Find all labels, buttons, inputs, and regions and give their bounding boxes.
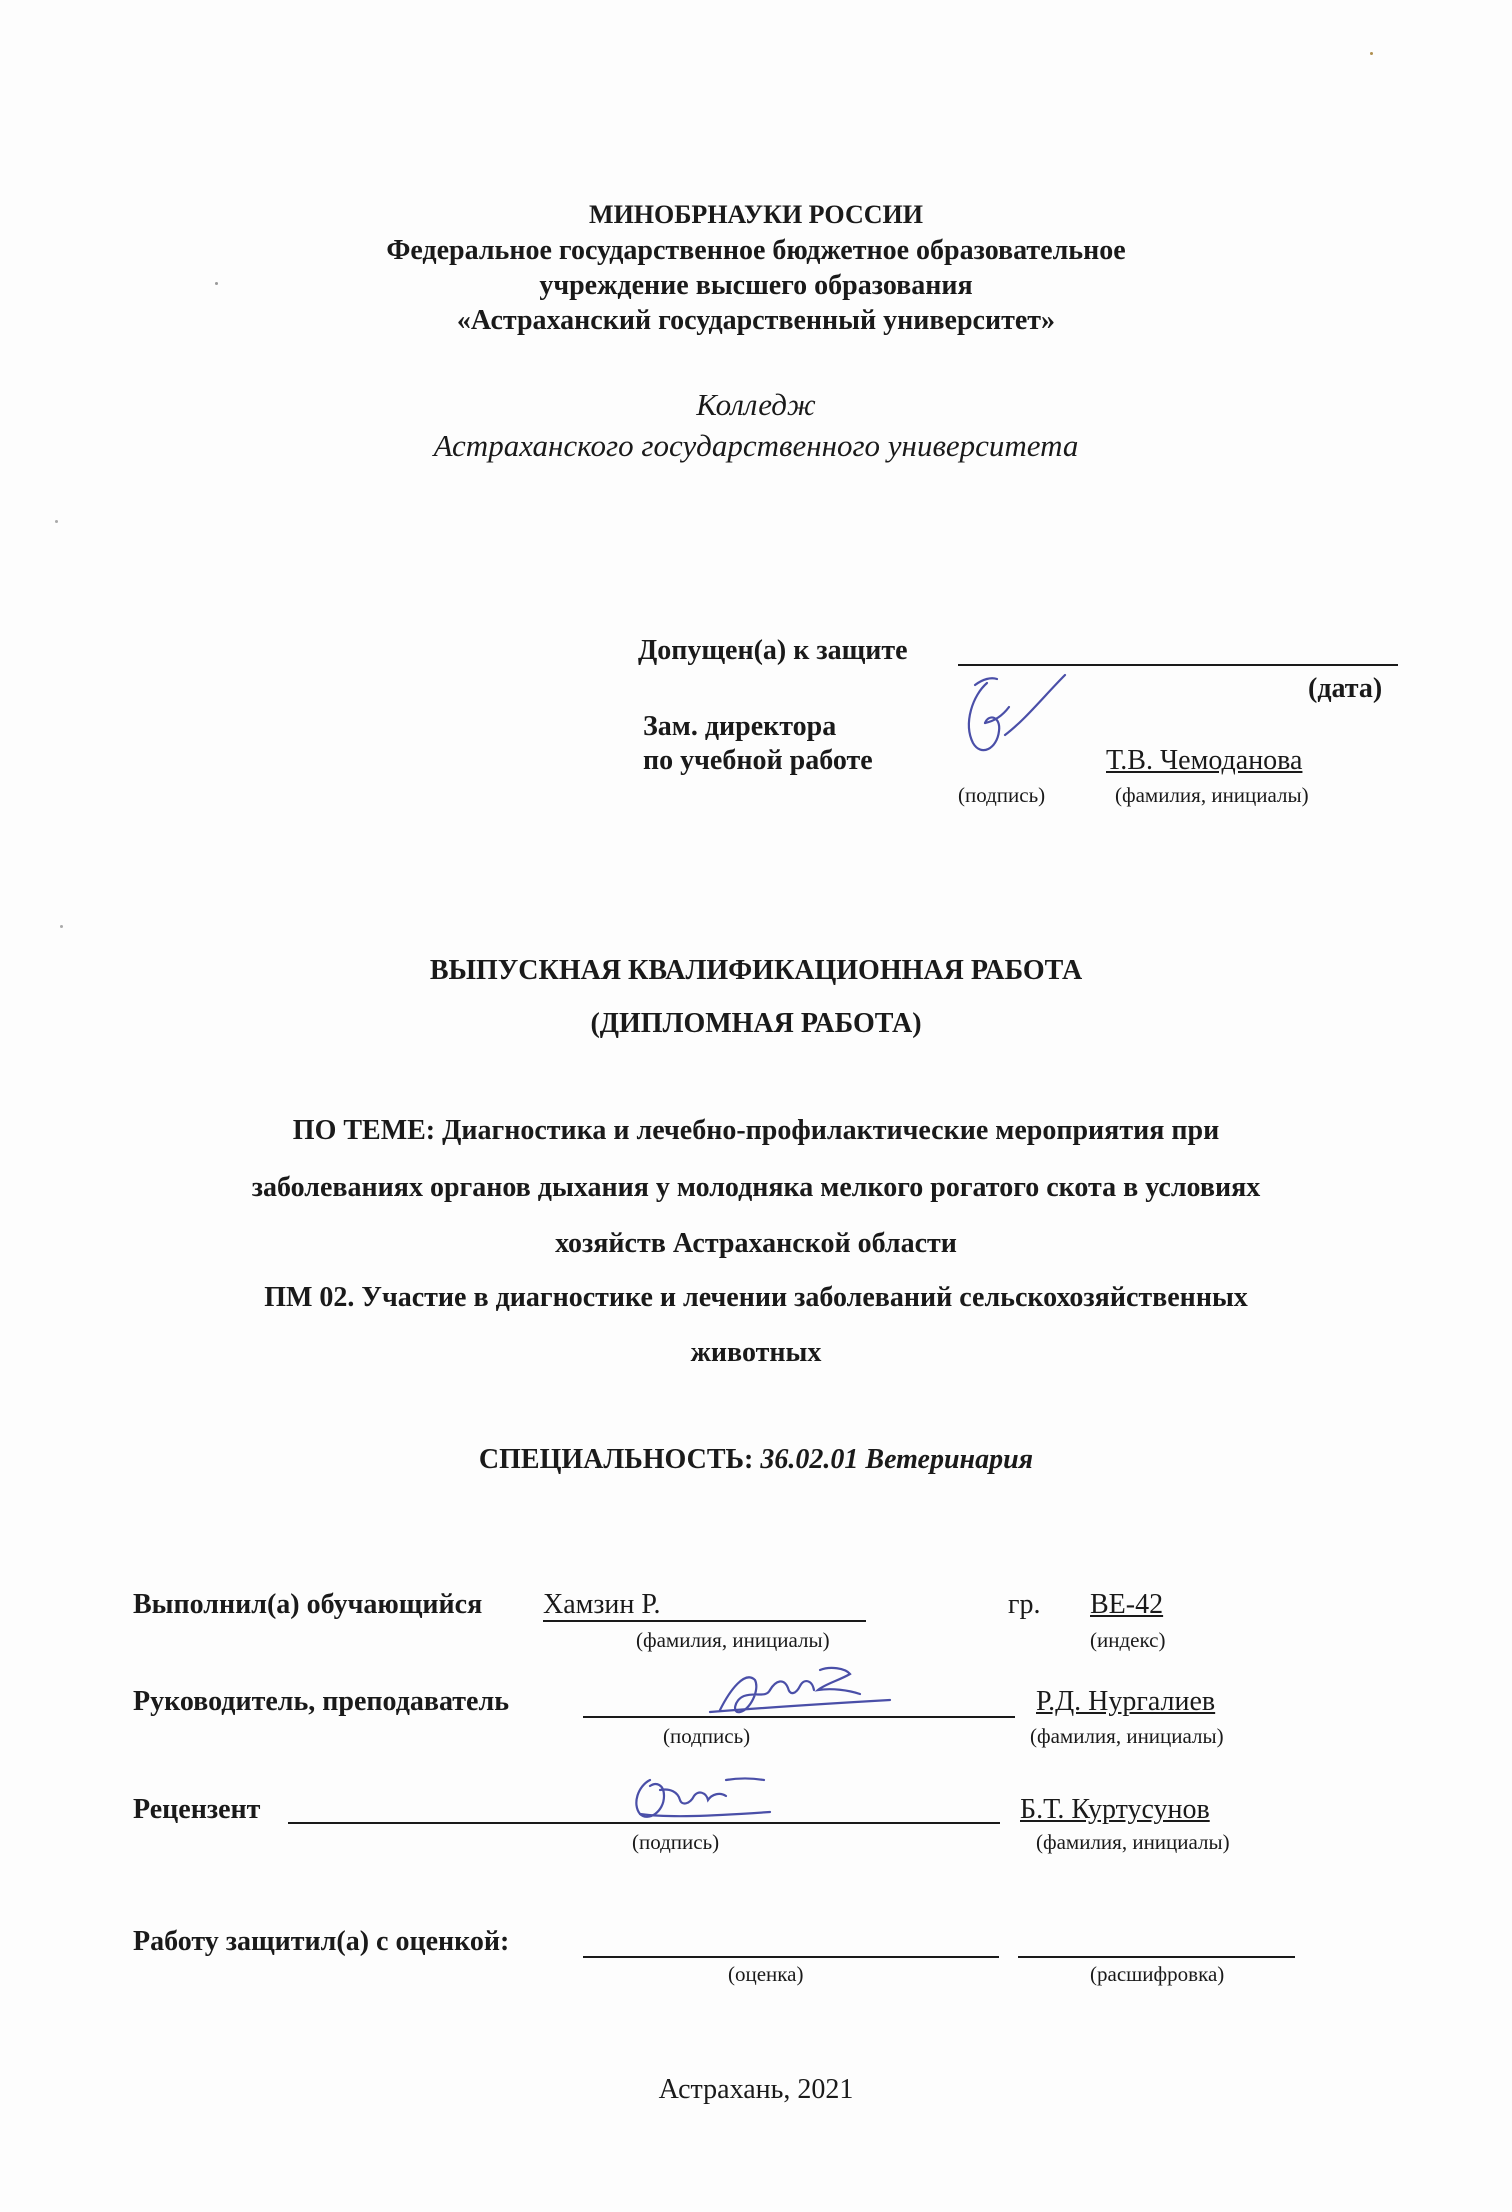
group-caption: (индекс) <box>1090 1628 1166 1652</box>
college-name-line-2: Астраханского государственного университета <box>433 428 1079 463</box>
college-name-line-1: Колледж <box>696 387 816 422</box>
scan-speck <box>1370 52 1373 55</box>
grade-caption: (оценка) <box>728 1962 804 1986</box>
module-line-1: ПМ 02. Участие в диагностике и лечении заболеваний сельскохозяйственных <box>264 1282 1248 1313</box>
grade-line <box>583 1956 999 1958</box>
student-name-line <box>543 1620 866 1622</box>
student-label: Выполнил(а) обучающийся <box>133 1589 483 1620</box>
institution-line-2: учреждение высшего образования <box>539 270 973 301</box>
work-type-line-2: (ДИПЛОМНАЯ РАБОТА) <box>590 1008 922 1039</box>
grade-label: Работу защитил(а) с оценкой: <box>133 1926 510 1957</box>
ministry-name: МИНОБРНАУКИ РОССИИ <box>589 200 923 229</box>
student-name-caption: (фамилия, инициалы) <box>636 1628 830 1652</box>
group-value: ВЕ-42 <box>1090 1589 1164 1620</box>
supervisor-name: Р.Д. Нургалиев <box>1036 1686 1216 1717</box>
deputy-signature <box>945 665 1085 775</box>
date-caption: (дата) <box>1308 673 1383 704</box>
supervisor-signature <box>700 1650 900 1730</box>
supervisor-signature-caption: (подпись) <box>663 1724 751 1748</box>
reviewer-name: Б.Т. Куртусунов <box>1020 1794 1210 1825</box>
group-label: гр. <box>1008 1589 1041 1620</box>
deputy-signature-caption: (подпись) <box>958 783 1046 807</box>
grade-decoding-line <box>1018 1956 1295 1958</box>
supervisor-label: Руководитель, преподаватель <box>133 1686 510 1717</box>
institution-line-1: Федеральное государственное бюджетное образовательное <box>386 235 1126 266</box>
university-name: «Астраханский государственный университет» <box>456 305 1056 336</box>
supervisor-name-caption: (фамилия, инициалы) <box>1030 1724 1224 1748</box>
specialty-label: СПЕЦИАЛЬНОСТЬ: <box>478 1444 754 1475</box>
city-year: Астрахань, 2021 <box>658 2074 854 2105</box>
deputy-title-line-1: Зам. директора <box>643 711 837 742</box>
student-name: Хамзин Р. <box>543 1589 661 1620</box>
specialty <box>0 1444 1512 1476</box>
deputy-title-line-2: по учебной работе <box>643 745 873 776</box>
deputy-name: Т.В. Чемоданова <box>1106 745 1303 776</box>
module-line-2: животных <box>690 1337 822 1368</box>
deputy-name-caption: (фамилия, инициалы) <box>1115 783 1309 807</box>
grade-decoding-caption: (расшифровка) <box>1090 1962 1225 1986</box>
reviewer-signature <box>620 1760 780 1840</box>
scan-speck <box>55 520 58 523</box>
admitted-label: Допущен(а) к защите <box>638 635 908 666</box>
specialty-value: 36.02.01 Ветеринария <box>760 1444 1034 1475</box>
scan-speck <box>60 925 63 928</box>
reviewer-label: Рецензент <box>133 1794 261 1825</box>
reviewer-name-caption: (фамилия, инициалы) <box>1036 1830 1230 1854</box>
topic-line-2: заболеваниях органов дыхания у молодняка мелкого рогатого скота в условиях <box>251 1172 1261 1203</box>
work-type-line-1: ВЫПУСКНАЯ КВАЛИФИКАЦИОННАЯ РАБОТА <box>429 955 1083 986</box>
topic-line-3: хозяйств Астраханской области <box>555 1228 957 1259</box>
reviewer-signature-caption: (подпись) <box>632 1830 720 1854</box>
topic-line-1: ПО ТЕМЕ: Диагностика и лечебно-профилактические мероприятия при <box>292 1115 1220 1146</box>
